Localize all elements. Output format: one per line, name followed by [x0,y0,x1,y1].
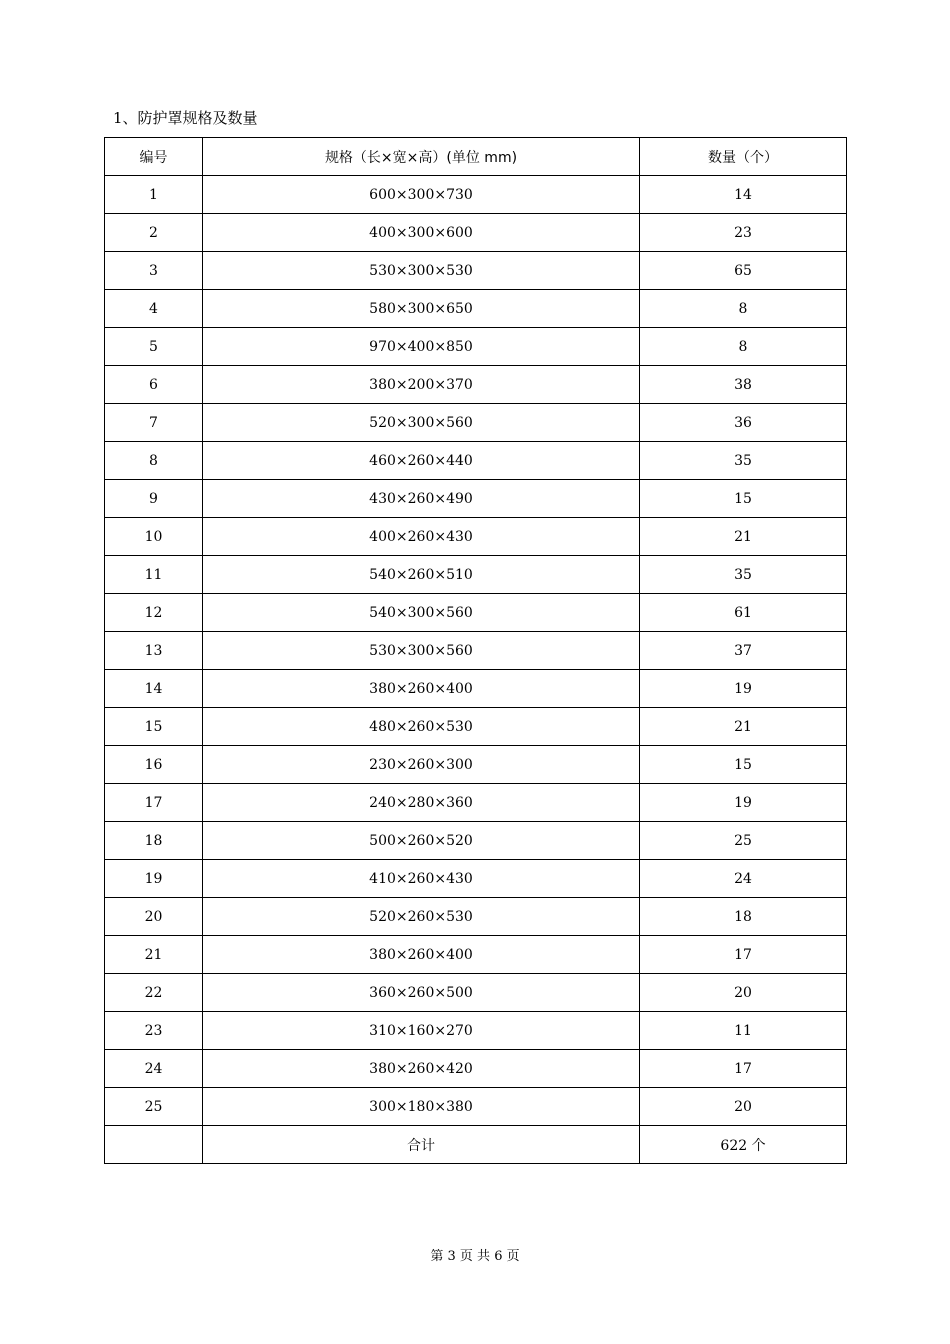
row-quantity: 17 [640,1050,847,1088]
row-number: 1 [105,176,203,214]
row-quantity: 17 [640,936,847,974]
row-number: 25 [105,1088,203,1126]
row-number: 21 [105,936,203,974]
row-spec: 540×300×560 [203,594,640,632]
row-number: 4 [105,290,203,328]
header-number: 编号 [105,138,203,176]
row-quantity: 23 [640,214,847,252]
table-row [105,784,847,822]
row-number: 20 [105,898,203,936]
table-row [105,290,847,328]
row-spec: 380×260×420 [203,1050,640,1088]
spec-table [104,137,847,1164]
row-quantity: 19 [640,784,847,822]
row-spec: 500×260×520 [203,822,640,860]
row-spec: 300×180×380 [203,1088,640,1126]
row-spec: 400×300×600 [203,214,640,252]
row-spec: 520×260×530 [203,898,640,936]
row-spec: 530×300×560 [203,632,640,670]
row-spec: 400×260×430 [203,518,640,556]
row-number: 2 [105,214,203,252]
row-number: 7 [105,404,203,442]
row-spec: 530×300×530 [203,252,640,290]
row-number: 18 [105,822,203,860]
row-quantity: 11 [640,1012,847,1050]
table-row [105,518,847,556]
table-header-row [105,138,847,176]
table-row [105,328,847,366]
table-row [105,1088,847,1126]
row-number: 10 [105,518,203,556]
table-row [105,632,847,670]
row-number: 14 [105,670,203,708]
table-row [105,1050,847,1088]
page-footer: 第 3 页 共 6 页 [430,1249,520,1264]
row-number: 9 [105,480,203,518]
row-number: 3 [105,252,203,290]
row-quantity: 8 [640,290,847,328]
section-heading: 1、防护罩规格及数量 [113,109,258,127]
row-number: 17 [105,784,203,822]
row-spec: 580×300×650 [203,290,640,328]
row-spec: 360×260×500 [203,974,640,1012]
row-number: 8 [105,442,203,480]
row-quantity: 61 [640,594,847,632]
row-number: 5 [105,328,203,366]
row-spec: 600×300×730 [203,176,640,214]
total-number-cell [105,1126,203,1164]
table-row [105,556,847,594]
row-quantity: 19 [640,670,847,708]
row-quantity: 14 [640,176,847,214]
row-spec: 380×260×400 [203,936,640,974]
table-row [105,1012,847,1050]
row-quantity: 15 [640,480,847,518]
row-spec: 540×260×510 [203,556,640,594]
table-row [105,708,847,746]
table-row [105,936,847,974]
row-spec: 230×260×300 [203,746,640,784]
total-row [105,1126,847,1164]
row-quantity: 24 [640,860,847,898]
table-row [105,974,847,1012]
row-quantity: 65 [640,252,847,290]
row-spec: 380×260×400 [203,670,640,708]
row-quantity: 8 [640,328,847,366]
row-number: 16 [105,746,203,784]
row-quantity: 37 [640,632,847,670]
header-quantity: 数量（个） [640,138,847,176]
row-quantity: 35 [640,556,847,594]
row-quantity: 25 [640,822,847,860]
row-spec: 460×260×440 [203,442,640,480]
table-row [105,366,847,404]
table-row [105,898,847,936]
row-quantity: 21 [640,708,847,746]
row-quantity: 15 [640,746,847,784]
row-number: 6 [105,366,203,404]
row-number: 22 [105,974,203,1012]
row-quantity: 18 [640,898,847,936]
table-row [105,214,847,252]
table-row [105,176,847,214]
row-spec: 970×400×850 [203,328,640,366]
row-number: 23 [105,1012,203,1050]
row-spec: 240×280×360 [203,784,640,822]
table-row [105,746,847,784]
row-quantity: 20 [640,1088,847,1126]
row-quantity: 38 [640,366,847,404]
row-number: 15 [105,708,203,746]
row-spec: 480×260×530 [203,708,640,746]
row-number: 19 [105,860,203,898]
table-body [105,176,847,1126]
row-spec: 520×300×560 [203,404,640,442]
row-quantity: 36 [640,404,847,442]
row-number: 12 [105,594,203,632]
table-row [105,860,847,898]
row-spec: 380×200×370 [203,366,640,404]
row-spec: 410×260×430 [203,860,640,898]
row-spec: 430×260×490 [203,480,640,518]
table-row [105,480,847,518]
table-row [105,594,847,632]
row-spec: 310×160×270 [203,1012,640,1050]
row-quantity: 35 [640,442,847,480]
row-number: 13 [105,632,203,670]
table-row [105,442,847,480]
table-row [105,252,847,290]
header-spec: 规格（长×宽×高）(单位 mm) [203,138,640,176]
row-quantity: 20 [640,974,847,1012]
row-quantity: 21 [640,518,847,556]
table-row [105,822,847,860]
row-number: 24 [105,1050,203,1088]
total-label: 合计 [203,1126,640,1164]
table-row [105,670,847,708]
row-number: 11 [105,556,203,594]
table-row [105,404,847,442]
total-value: 622 个 [640,1126,847,1164]
